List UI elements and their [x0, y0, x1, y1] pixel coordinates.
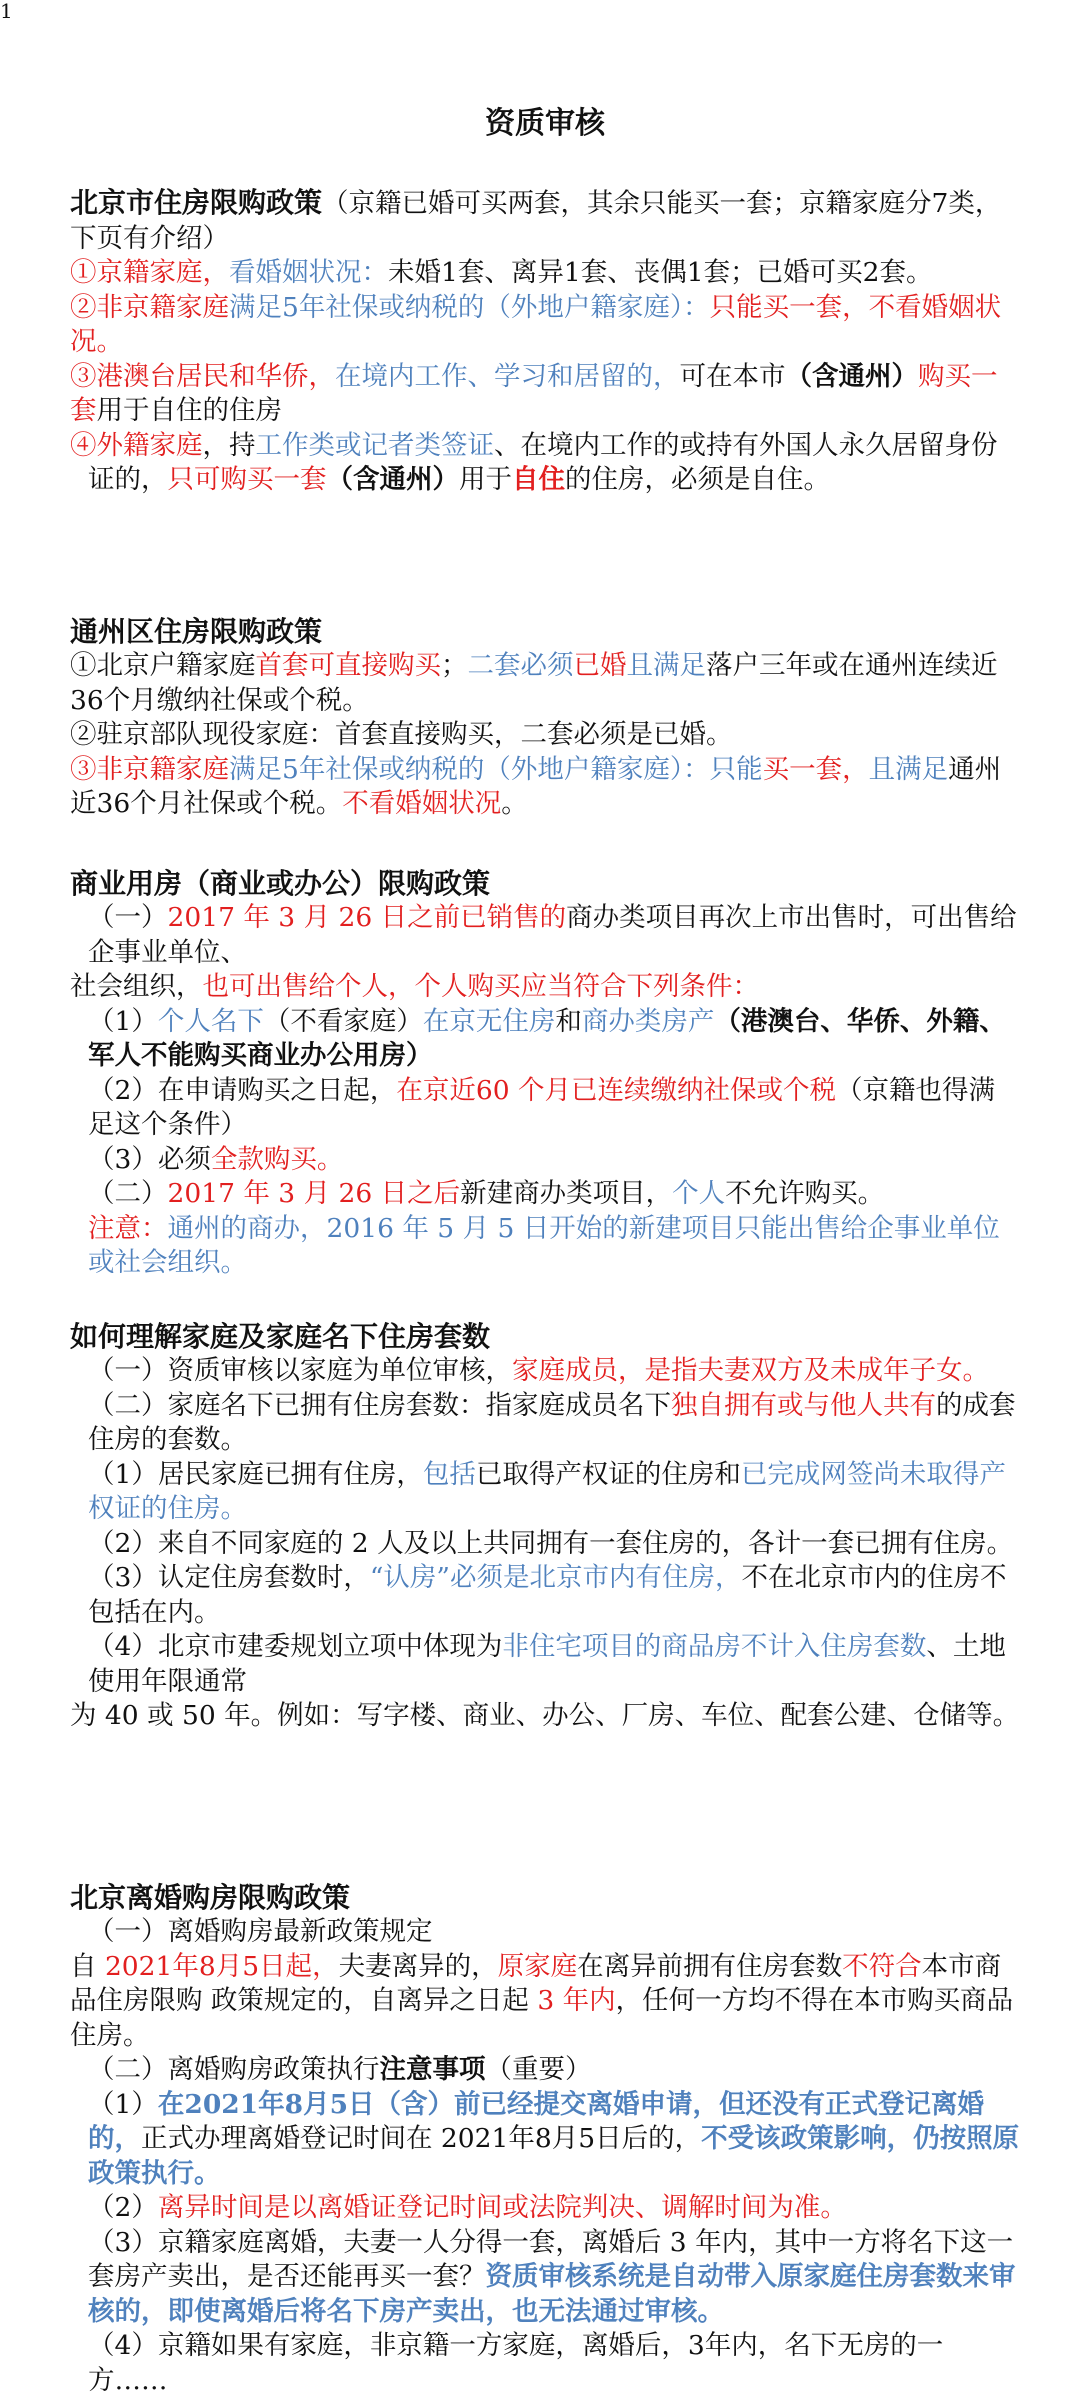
household-housing-count-section	[70, 1319, 1020, 1734]
divorce-subheading-2: （二）离婚购房政策执行注意事项（重要）	[88, 2054, 592, 2085]
household-item-1: （1）居民家庭已拥有住房，包括已取得产权证的住房和已完成网签尚未取得产权证的住房。	[88, 1458, 1006, 1524]
page-number: 1	[0, 0, 13, 23]
policy-item-4: ④外籍家庭，持工作类或记者类签证、在境内工作的或持有外国人永久居留身份证的，只可购买一套（含通州）用于自住的住房，必须是自住。	[70, 429, 998, 495]
household-item-2: （2）来自不同家庭的 2 人及以上共同拥有一套住房的，各计一套已拥有住房。	[88, 1527, 1014, 1559]
commercial-para-2: 社会组织，也可出售给个人，个人购买应当符合下列条件：	[70, 971, 759, 1002]
tongzhou-item-3: ③非京籍家庭满足5年社保或纳税的（外地户籍家庭）：只能买一套，且满足通州近36个月社保或个税。不看婚姻状况。	[70, 753, 1002, 819]
tongzhou-purchase-limit-section	[70, 614, 1020, 822]
divorce-note-2: （2）离异时间是以离婚证登记时间或法院判决、调解时间为准。	[88, 2192, 847, 2223]
commercial-property-section	[70, 866, 1020, 1281]
household-para-2: （二）家庭名下已拥有住房套数：指家庭成员名下独自拥有或与他人共有的成套住房的套数。	[88, 1389, 1016, 1455]
household-item-4-cont: 为 40 或 50 年。例如：写字楼、商业、办公、厂房、车位、配套公建、仓储等。	[70, 1700, 1020, 1731]
divorce-para-1: 自 2021年8月5日起，夫妻离异的，原家庭在离异前拥有住房套数不符合本市商品住房限购 政策规定的，自离异之日起 3 年内，任何一方均不得在本市购买商品住房。	[70, 1950, 1014, 2051]
beijing-purchase-limit-section	[70, 185, 1020, 498]
policy-item-3: ③港澳台居民和华侨，在境内工作、学习和居留的，可在本市（含通州）购买一套用于自住的住房	[70, 360, 998, 426]
commercial-para-1: （一）2017 年 3 月 26 日之前已销售的商办类项目再次上市出售时，可出售给企事业单位、	[88, 902, 1017, 968]
commercial-cond-3: （3）必须全款购买。	[88, 1143, 344, 1175]
policy-item-1: ①京籍家庭，看婚姻状况：未婚1套、离异1套、丧偶1套；已婚可买2套。	[70, 257, 933, 288]
household-para-1: （一）资质审核以家庭为单位审核，家庭成员，是指夫妻双方及未成年子女。	[88, 1355, 989, 1386]
commercial-cond-2: （2）在申请购买之日起，在京近60 个月已连续缴纳社保或个税（京籍也得满足这个条件）	[88, 1074, 996, 1140]
tongzhou-item-1: ①北京户籍家庭首套可直接购买；二套必须已婚且满足落户三年或在通州连续近36个月缴纳社保或个税。	[70, 650, 998, 716]
divorce-subheading-1: （一）离婚购房最新政策规定	[88, 1916, 433, 1947]
policy-item-2: ②非京籍家庭满足5年社保或纳税的（外地户籍家庭）：只能买一套，不看婚姻状况。	[70, 291, 1002, 357]
section-heading-household: 如何理解家庭及家庭名下住房套数	[70, 1320, 491, 1353]
commercial-para-3: （二）2017 年 3 月 26 日之后新建商办类项目，个人不允许购买。	[88, 1178, 885, 1209]
section-heading-divorce: 北京离婚购房限购政策	[70, 1881, 351, 1914]
section-heading-beijing: 北京市住房限购政策（京籍已婚可买两套，其余只能买一套；京籍家庭分7类，下页有介绍）	[70, 186, 1002, 254]
page-title: 资质审核	[485, 106, 605, 141]
section-heading-tongzhou: 通州区住房限购政策	[70, 615, 323, 648]
divorce-purchase-section	[70, 1880, 1020, 2398]
divorce-note-3: （3）京籍家庭离婚，夫妻一人分得一套，离婚后 3 年内，其中一方将名下这一套房产卖出，是否还能再买一套？资质审核系统是自动带入原家庭住房套数来审核的，即使离婚后将名下房产卖出，也无法通过审核。	[88, 2226, 1016, 2327]
divorce-note-4: （4）京籍如果有家庭，非京籍一方家庭，离婚后，3年内，名下无房的一方……	[88, 2330, 944, 2396]
household-item-4: （4）北京市建委规划立项中体现为非住宅项目的商品房不计入住房套数、土地使用年限通常	[88, 1631, 1006, 1697]
section-heading-commercial: 商业用房（商业或办公）限购政策	[70, 867, 491, 900]
household-item-3: （3）认定住房套数时，“认房”必须是北京市内有住房，不在北京市内的住房不包括在内。	[88, 1562, 1007, 1628]
commercial-note: 注意：通州的商办，2016 年 5 月 5 日开始的新建项目只能出售给企事业单位或社会组织。	[88, 1212, 1000, 1278]
divorce-note-1: （1）在2021年8月5日（含）前已经提交离婚申请，但还没有正式登记离婚的，正式办理离婚登记时间在 2021年8月5日后的，不受该政策影响，仍按照原政策执行。	[88, 2088, 1020, 2189]
tongzhou-item-2: ②驻京部队现役家庭：首套直接购买，二套必须是已婚。	[70, 719, 733, 750]
commercial-cond-1: （1）个人名下（不看家庭）在京无住房和商办类房产（港澳台、华侨、外籍、军人不能购买商业办公用房）	[88, 1005, 1006, 1071]
